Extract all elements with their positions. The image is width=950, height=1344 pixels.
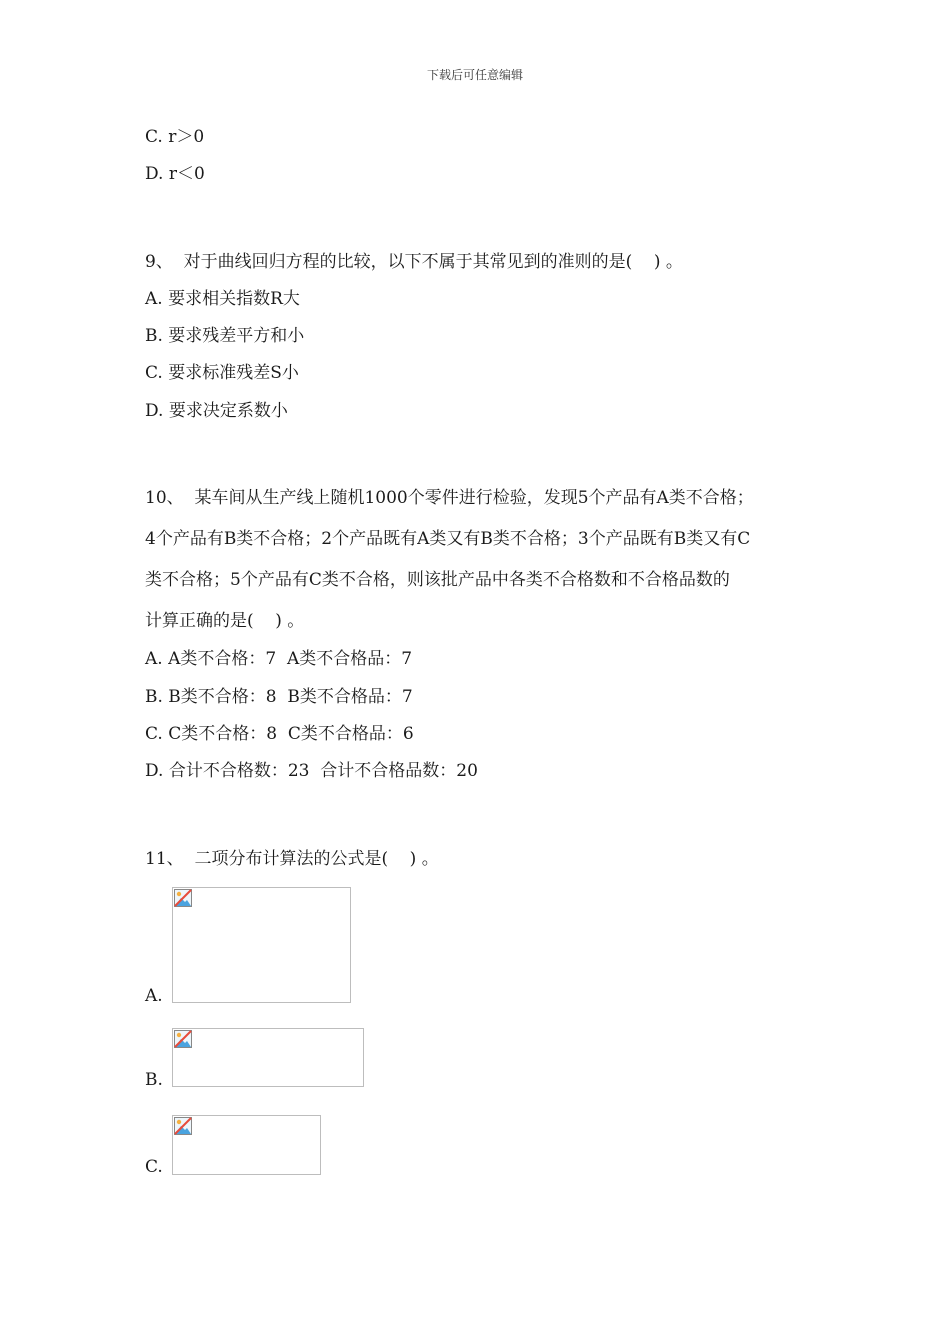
q11-option-c-image [172, 1115, 321, 1175]
q9-option-b: B. 要求残差平方和小 [145, 326, 305, 346]
q11-option-a-image [172, 887, 351, 1003]
q10-option-b: B. B类不合格：8 B类不合格品：7 [145, 687, 413, 707]
q8-option-c: C. r＞0 [145, 127, 205, 147]
q10-stem-line-3: 类不合格；5个产品有C类不合格，则该批产品中各类不合格数和不合格品数的 [145, 570, 730, 590]
q9-option-d: D. 要求决定系数小 [145, 401, 288, 421]
q10-stem-line-4: 计算正确的是( ) 。 [145, 611, 305, 631]
broken-image-icon [174, 1117, 192, 1135]
q8-option-d: D. r＜0 [145, 164, 205, 184]
q9-option-a: A. 要求相关指数R大 [145, 289, 300, 309]
q11-option-b-image [172, 1028, 364, 1087]
q9-option-c: C. 要求标准残差S小 [145, 363, 299, 383]
q11-stem: 11、 二项分布计算法的公式是( ) 。 [145, 849, 439, 869]
q11-option-b-label: B. [145, 1070, 163, 1090]
q10-option-c: C. C类不合格：8 C类不合格品：6 [145, 724, 414, 744]
q10-option-a: A. A类不合格：7 A类不合格品：7 [145, 649, 413, 669]
broken-image-icon [174, 1030, 192, 1048]
q11-option-c-label: C. [145, 1157, 163, 1177]
page-header: 下载后可任意编辑 [426, 68, 523, 82]
q10-stem-line-1: 10、 某车间从生产线上随机1000个零件进行检验，发现5个产品有A类不合格； [145, 488, 754, 508]
q11-option-a-label: A. [145, 986, 163, 1006]
q10-option-d: D. 合计不合格数：23 合计不合格品数：20 [145, 761, 478, 781]
q9-stem: 9、 对于曲线回归方程的比较，以下不属于其常见到的准则的是( ) 。 [145, 252, 683, 272]
q10-stem-line-2: 4个产品有B类不合格；2个产品既有A类又有B类不合格；3个产品既有B类又有C [145, 529, 751, 549]
broken-image-icon [174, 889, 192, 907]
